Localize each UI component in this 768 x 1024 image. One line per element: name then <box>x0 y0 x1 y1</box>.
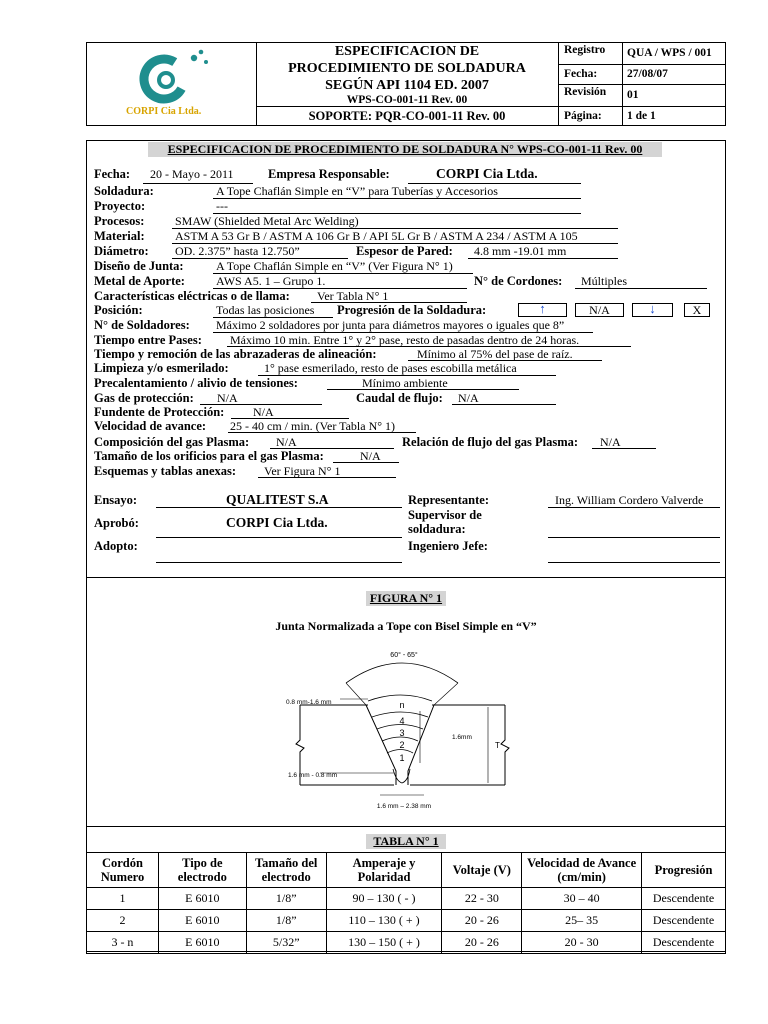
arrow-down-icon: ↓ <box>649 301 656 316</box>
table-cell: 1 <box>87 888 159 910</box>
table-cell: E 6010 <box>158 888 246 910</box>
material-label: Material: <box>94 229 145 243</box>
table-cell: Descendente <box>642 932 726 954</box>
company-logo <box>120 46 230 122</box>
precal-label: Precalentamiento / alivio de tensiones: <box>94 376 298 390</box>
caudal-value: N/A <box>458 391 479 405</box>
table-cell: Descendente <box>642 888 726 910</box>
orificios-label: Tamaño de los orificios para el gas Plasma: <box>94 449 324 463</box>
velocidad-value: 25 - 40 cm / min. (Ver Tabla N° 1) <box>230 419 396 433</box>
precal-value: Mínimo ambiente <box>362 376 448 390</box>
espesor-value: 4.8 mm -19.01 mm <box>474 244 567 258</box>
left-top-dim: 0.8 mm-1.6 mm <box>286 699 332 706</box>
aprobo-label: Aprobó: <box>94 516 139 530</box>
arrow-up-icon: ↑ <box>539 301 546 316</box>
aprobo-value: CORPI Cia Ltda. <box>226 515 328 530</box>
pass-n: n <box>399 700 405 710</box>
aprobo-underline <box>156 537 402 538</box>
table-header-cell: Amperaje y Polaridad <box>326 853 442 888</box>
limpieza-value: 1° pase esmerilado, resto de pases escobilla metálica <box>264 361 517 375</box>
esquemas-label: Esquemas y tablas anexas: <box>94 464 237 478</box>
fecha-label: Fecha: <box>94 167 131 181</box>
diseno-label: Diseño de Junta: <box>94 259 184 273</box>
empresa-label: Empresa Responsable: <box>268 167 390 181</box>
table-row <box>87 932 726 954</box>
posicion-label: Posición: <box>94 303 143 317</box>
header-hline-code <box>256 106 558 107</box>
figure-title: FIGURA N° 1 <box>366 591 446 606</box>
table-cell: 110 – 130 ( + ) <box>326 910 442 932</box>
header-title-1: ESPECIFICACION DE <box>334 44 480 59</box>
figure-bottom-divider <box>86 826 726 827</box>
soldadura-underline <box>213 198 581 199</box>
cordones-label: N° de Cordones: <box>474 274 563 288</box>
progression-x: X <box>692 303 702 317</box>
meta-label-registro: Registro <box>564 44 606 56</box>
logo-text: CORPI Cia Ltda. <box>126 106 202 117</box>
gas-value: N/A <box>217 391 238 405</box>
table-header-cell: Cordón Numero <box>87 853 159 888</box>
espesor-underline <box>468 258 618 259</box>
progression-na: N/A <box>589 303 610 317</box>
representante-label: Representante: <box>408 493 489 507</box>
table-cell: 3 - n <box>87 932 159 954</box>
table-cell: E 6010 <box>158 910 246 932</box>
table-header-cell: Tamaño del electrodo <box>246 853 326 888</box>
ingeniero-underline <box>548 562 720 563</box>
right-gap-dim: 1.6mm <box>452 734 472 741</box>
velocidad-label: Velocidad de avance: <box>94 419 207 433</box>
diametro-value: OD. 2.375” hasta 12.750” <box>175 244 300 258</box>
electrode-table <box>86 852 726 954</box>
header-code: WPS-CO-001-11 Rev. 00 <box>346 94 468 106</box>
soldadura-label: Soldadura: <box>94 184 154 198</box>
table-cell: Descendente <box>642 910 726 932</box>
table-header-cell: Velocidad de Avance (cm/min) <box>522 853 642 888</box>
header-title-2: PROCEDIMIENTO DE SOLDADURA <box>288 61 526 76</box>
ingeniero-label: Ingeniero Jefe: <box>408 539 488 553</box>
fecha-value: 20 - Mayo - 2011 <box>150 167 234 181</box>
pass-2: 2 <box>399 740 405 750</box>
table-cell: 2 <box>87 910 159 932</box>
table-cell: 20 - 26 <box>442 932 522 954</box>
meta-value-revision: 01 <box>627 89 639 101</box>
meta-hline <box>558 106 726 107</box>
table-row <box>87 888 726 910</box>
table-cell: 20 - 30 <box>522 932 642 954</box>
ensayo-value: QUALITEST S.A <box>226 492 329 507</box>
pass-3: 3 <box>399 728 405 738</box>
form-bottom-divider <box>86 577 726 578</box>
diseno-value: A Tope Chaflán Simple en “V” (Ver Figura N° 1) <box>216 259 453 273</box>
meta-label-fecha: Fecha: <box>564 68 598 80</box>
table-header-cell: Progresión <box>642 853 726 888</box>
proyecto-value: --- <box>216 199 228 213</box>
figure-caption: Junta Normalizada a Tope con Bisel Simple en “V” <box>275 619 537 633</box>
meta-label-pagina: Página: <box>564 110 602 122</box>
table-cell: E 6010 <box>158 932 246 954</box>
table-cell: 90 – 130 ( - ) <box>326 888 442 910</box>
material-value: ASTM A 53 Gr B / ASTM A 106 Gr B / API 5L Gr B / ASTM A 234 / ASTM A 105 <box>175 229 578 243</box>
pass-1: 1 <box>399 753 405 763</box>
supervisor-label-2: soldadura: <box>408 522 466 536</box>
bottom-dim: 1.6 mm – 2.38 mm <box>376 803 432 810</box>
table-cell: 1/8” <box>246 910 326 932</box>
meta-hline <box>558 84 726 85</box>
plasma-value: N/A <box>276 435 297 449</box>
adopto-underline <box>156 562 402 563</box>
metal-label: Metal de Aporte: <box>94 274 185 288</box>
table-cell: 25– 35 <box>522 910 642 932</box>
relacion-label: Relación de flujo del gas Plasma: <box>402 435 579 449</box>
table-cell: 5/32” <box>246 932 326 954</box>
representante-underline <box>548 507 720 508</box>
table-row <box>87 910 726 932</box>
caudal-label: Caudal de flujo: <box>356 391 443 405</box>
orificios-value: N/A <box>360 449 381 463</box>
proyecto-label: Proyecto: <box>94 199 146 213</box>
procesos-value: SMAW (Shielded Metal Arc Welding) <box>175 214 359 228</box>
meta-value-registro: QUA / WPS / 001 <box>627 47 712 59</box>
posicion-value: Todas las posiciones <box>216 303 315 317</box>
header-soporte: SOPORTE: PQR-CO-001-11 Rev. 00 <box>308 109 506 123</box>
pass-4: 4 <box>399 716 405 726</box>
remocion-value: Mínimo al 75% del pase de raíz. <box>417 347 573 361</box>
procesos-label: Procesos: <box>94 214 145 228</box>
soldadura-value: A Tope Chaflán Simple en “V” para Tuberías y Accesorios <box>216 184 498 198</box>
metal-value: AWS A5. 1 – Grupo 1. <box>216 274 326 288</box>
ensayo-label: Ensayo: <box>94 493 138 507</box>
cordones-underline <box>575 288 707 289</box>
espesor-label: Espesor de Pared: <box>356 244 453 258</box>
thickness-label: T <box>495 741 500 750</box>
root-left-dim: 1.6 mm - 0.8 mm <box>288 772 338 779</box>
esquemas-value: Ver Figura N° 1 <box>264 464 341 478</box>
table-cell: 130 – 150 ( + ) <box>326 932 442 954</box>
meta-label-revision: Revisión <box>564 86 607 98</box>
representante-value: Ing. William Cordero Valverde <box>555 493 704 507</box>
progresion-label: Progresión de la Soldadura: <box>337 303 487 317</box>
table-cell: 20 - 26 <box>442 910 522 932</box>
table-cell: 30 – 40 <box>522 888 642 910</box>
relacion-value: N/A <box>600 435 621 449</box>
fundente-label: Fundente de Protección: <box>94 405 225 419</box>
meta-value-fecha: 27/08/07 <box>627 68 668 80</box>
joint-diagram <box>280 645 530 815</box>
empresa-value: CORPI Cia Ltda. <box>436 166 538 181</box>
soldadores-value: Máximo 2 soldadores por junta para diámetros mayores o iguales que 8” <box>216 318 565 332</box>
table-cell: 1/8” <box>246 888 326 910</box>
table-header-cell: Tipo de electrodo <box>158 853 246 888</box>
meta-hline <box>558 64 726 65</box>
soldadores-label: N° de Soldadores: <box>94 318 190 332</box>
supervisor-label-1: Supervisor de <box>408 508 482 522</box>
caract-value: Ver Tabla N° 1 <box>317 289 389 303</box>
header-title-3: SEGÚN API 1104 ED. 2007 <box>325 78 489 93</box>
supervisor-underline <box>548 537 720 538</box>
diametro-label: Diámetro: <box>94 244 149 258</box>
fundente-value: N/A <box>253 405 274 419</box>
table-title: TABLA N° 1 <box>366 834 446 849</box>
cordones-value: Múltiples <box>581 274 628 288</box>
caract-label: Características eléctricas o de llama: <box>94 289 290 303</box>
tiempo-value: Máximo 10 min. Entre 1° y 2° pase, resto de pasadas dentro de 24 horas. <box>230 333 580 347</box>
gas-label: Gas de protección: <box>94 391 194 405</box>
remocion-label: Tiempo y remoción de las abrazaderas de alineación: <box>94 347 377 361</box>
table-cell: 22 - 30 <box>442 888 522 910</box>
meta-value-pagina: 1 de 1 <box>627 110 656 122</box>
section-title: ESPECIFICACION DE PROCEDIMIENTO DE SOLDADURA N° WPS-CO-001-11 Rev. 00 <box>148 142 662 157</box>
adopto-label: Adopto: <box>94 539 138 553</box>
angle-label: 60° - 65° <box>390 652 418 659</box>
table-header-row <box>87 853 726 888</box>
table-header-cell: Voltaje (V) <box>442 853 522 888</box>
tiempo-label: Tiempo entre Pases: <box>94 333 202 347</box>
plasma-label: Composición del gas Plasma: <box>94 435 250 449</box>
limpieza-label: Limpieza y/o esmerilado: <box>94 361 229 375</box>
